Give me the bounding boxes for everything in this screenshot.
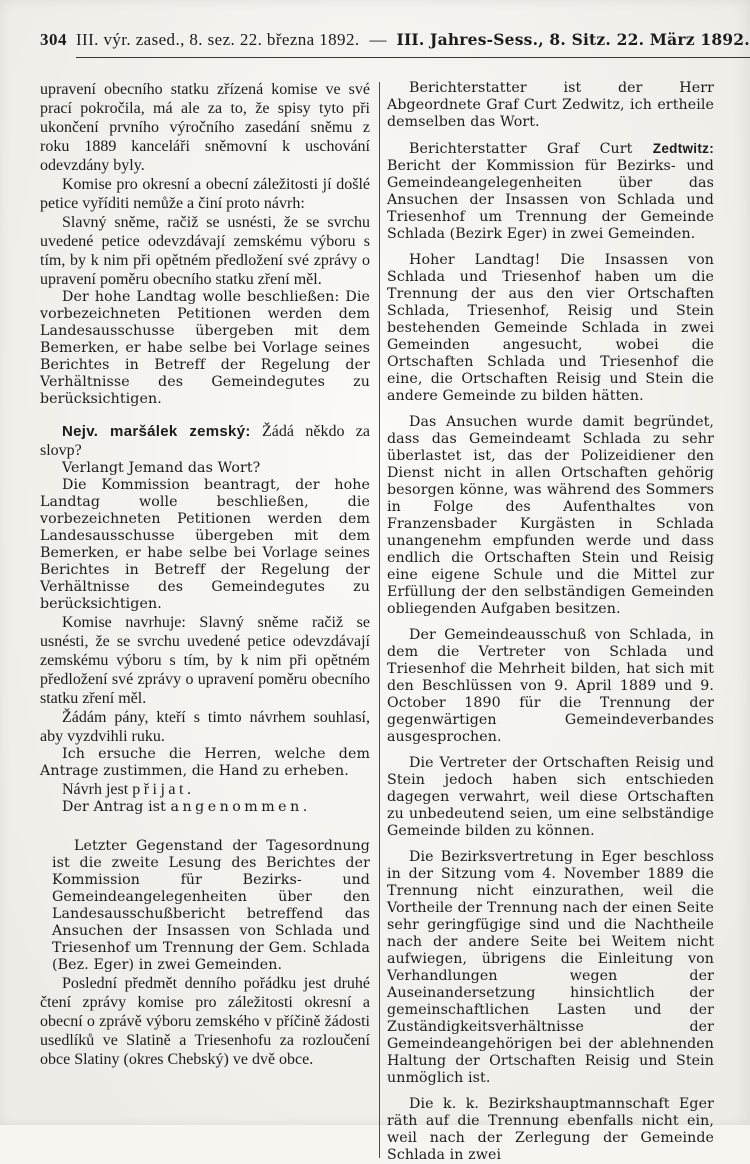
vote-result-czech: Návrh jest přijat. xyxy=(62,781,195,798)
paragraph-german: Das Ansuchen wurde damit begründet, dass das Gemeindeamt Schlada zu sehr überlastet ist, das der Polizeidiener den Dienst nicht in allen Ortschaften gehörig besorgen könne, was während des Sommers in Folge des Aufenthaltes von Franzensbader Kurgästen in Schlada unangenehm empfunden werde und dass endlich die Ortschaften Stein und Reisig eine eigene Schule und die Mittel zur Erfüllung der den selbständigen Gemeinden obliegenden Aufgaben besitzen. xyxy=(387,414,714,617)
paragraph-german: Berichterstatter ist der Herr Abgeordnete Graf Curt Zedwitz, ich ertheile demselben das Wort. xyxy=(387,80,714,130)
paragraph-german: Der Gemeindeausschuß von Schlada, in dem die Vertreter von Schlada und Triesenhof die Mehrheit bilden, hat sich mit den Beschlüssen von 9. April 1889 und 9. October 1890 für die Trennung der gegenwärtigen Gemeindeverbandes ausgesprochen. xyxy=(387,627,714,745)
paragraph-czech: Komise navrhuje: Slavný sněme račiž se usnésti, že se svrchu uvedené petice odevzdávají zemskému výboru s tím, by k nim při opětném předložení své zprávy o upravení poměru obecního statku zření měl. xyxy=(40,614,370,707)
agenda-announcement-czech: Poslední předmět denního pořádku jest druhé čtení zprávy komise pro záležitosti okresní a obecní o zprávě výboru zemského v příčině žádosti usedlíků ve Slatině a Triesenhofu za rozloučení obce Slatiny (okres Chebský) ve dvě obce. xyxy=(40,975,370,1068)
header-czech-session: III. výr. zased., 8. sez. 22. března 1892. xyxy=(76,30,360,49)
paragraph-german: Der hohe Landtag wolle beschließen: Die vorbezeichneten Petitionen werden dem Landesausschusse übergeben mit dem Bemerken, er habe selbe bei Vorlage seines Berichtes in Betreff der Regelung der Verhältnisse des Gemeindegutes zu berücksichtigen. xyxy=(40,289,370,407)
letterspaced-word: přijat. xyxy=(132,781,195,798)
letterspaced-word: angenommen. xyxy=(170,799,311,815)
paragraph-czech: Slavný sněme, račiž se usnésti, že se svrchu uvedené petice odevzdávají zemskému výboru s tím, by k nim při opětném předložení své zprávy o upravení poměru obecního statku zření měl. xyxy=(40,214,370,288)
agenda-announcement-german: Letzter Gegenstand der Tagesordnung ist die zweite Lesung des Berichtes der Kommission für Bezirks- und Gemeindeangelegenheiten über den Landesausschußbericht betreffend das Ansuchen der Insassen von Schlada und Triesenhof um Trennung der Gem. Schlada (Bez. Eger) in zwei Gemeinden. xyxy=(52,838,370,973)
paragraph-german: Verlangt Jemand das Wort? xyxy=(62,460,261,476)
vote-result-german: Der Antrag ist angenommen. xyxy=(62,799,311,815)
two-column-body xyxy=(40,80,714,1164)
marshal-speech-heading: Nejv. maršálek zemský: Žádá někdo za slovp? xyxy=(40,423,371,459)
paragraph-german: Die Kommission beantragt, der hohe Landtag wolle beschließen, die vorbezeichneten Petitionen werden dem Landesausschusse übergeben mit dem Bemerken, er habe selbe bei Vorlage seines Berichtes in Betreff der Regelung der Verhältnisse des Gemeindegutes zu berücksichtigen. xyxy=(40,477,370,612)
paragraph-german: Ich ersuche die Herren, welche dem Antrage zustimmen, die Hand zu erheben. xyxy=(40,746,370,779)
speaker-name-bold: Zedtwitz: xyxy=(652,141,714,156)
paragraph-german: Hoher Landtag! Die Insassen von Schlada und Triesenhof haben um die Trennung der aus den vier Ortschaften Schlada, Triesenhof, Reisig und Stein bestehenden Gemeinde Schlada in zwei Gemeinden angesucht, wobei die Ortschaften Schlada und Triesenhof die eine, die Ortschaften Reisig und Stein die andere Gemeinde zu bilden hätten. xyxy=(387,252,714,404)
rapporteur-speech-heading: Berichterstatter Graf Curt Zedtwitz: Bericht der Kommission für Bezirks- und Gemeindeangelegenheiten über das Ansuchen der Insassen von Schlada und Triesenhof um Trennung der Gemeinde Schlada (Bezirk Eger) in zwei Gemeinden. xyxy=(387,141,714,242)
left-column xyxy=(40,80,370,1164)
column-divider-rule xyxy=(379,82,380,1158)
paragraph-german: Die Vertreter der Ortschaften Reisig und Stein jedoch haben sich entschieden dagegen verwahrt, weil diese Ortschaften zu unbedeutend seien, um eine selbständige Gemeinde bilden zu können. xyxy=(387,755,714,839)
speaker-name-bold: Nejv. maršálek zemský: xyxy=(62,423,251,440)
paragraph-german: Die Bezirksvertretung in Eger beschloss in der Sitzung vom 4. November 1889 die Trennung nicht einzurathen, weil die Vortheile der Trennung nach der einen Seite sehr geringfügige sind und die Nachtheile nach der andere Seite bei Weitem nicht aufwiegen, übrigens die Einleitung von Verhandlungen wegen der Auseinandersetzung hinsichtlich der gemeinschaftlichen Lasten und der Zuständigkeitsverhältnisse der Gemeindeangehörigen bei der ablehnenden Haltung der Ortschaften Reisig und Stein unmöglich ist. xyxy=(387,849,714,1086)
paragraph-german: Die k. k. Bezirkshauptmannschaft Eger räth auf die Trennung ebenfalls nicht ein, weil nach der Zerlegung der Gemeinde Schlada in zwei xyxy=(387,1096,714,1163)
header-dash: — xyxy=(369,30,387,49)
paragraph-czech: upravení obecního statku zřízená komise ve své prací pokročila, má ale za to, že spisy tyto při ukončení prvního výročního zasedání sněmu z roku 1889 kanceláři sněmovní k uschování odevzdány byly. xyxy=(40,81,370,174)
header-german-session: III. Jahres-Sess., 8. Sitz. 22. März 1892. xyxy=(396,30,750,49)
page-number: 304 xyxy=(40,30,67,49)
paragraph-czech: Žádám pány, kteří s timto návrhem souhlasí, aby vyzdvihli ruku. xyxy=(40,709,370,745)
right-column xyxy=(387,80,714,1164)
paragraph-czech: Komise pro okresní a obecní záležitosti jí došlé petice vyříditi nemůže a činí proto návrh: xyxy=(40,176,370,212)
header-rule xyxy=(76,30,750,58)
page-header xyxy=(40,30,750,58)
